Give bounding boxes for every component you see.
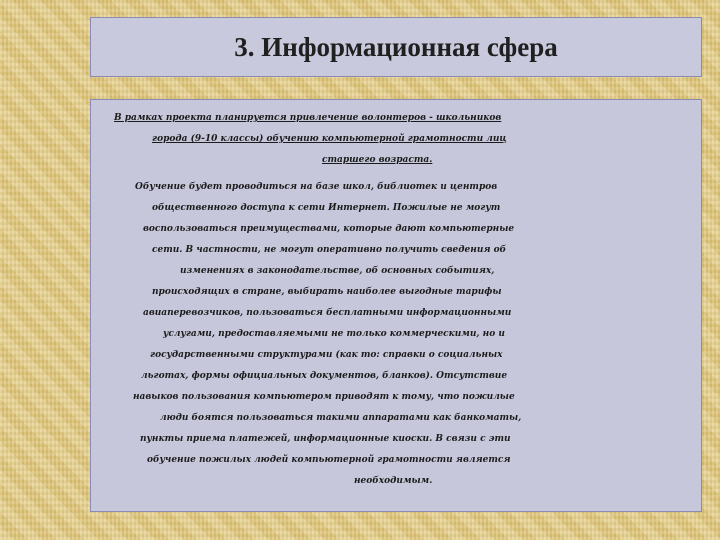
slide-title: 3. Информационная сфера bbox=[234, 31, 558, 62]
paragraph1-line: старшего возраста. bbox=[322, 155, 433, 165]
paragraph2-line: услугами, предоставляемыми не только коммерческими, но и bbox=[163, 329, 505, 339]
paragraph2-line: льготах, формы официальных документов, бланков). Отсутствие bbox=[141, 371, 508, 381]
paragraph2-line: Обучение будет проводиться на базе школ, библиотек и центров bbox=[135, 182, 498, 192]
paragraph1-line: города (9-10 классы) обучению компьютерной грамотности лиц bbox=[152, 134, 507, 144]
paragraph1-line: В рамках проекта планируется привлечение волонтеров - школьников bbox=[114, 113, 502, 123]
paragraph2-line: пункты приема платежей, информационные киоски. В связи с эти bbox=[140, 434, 511, 444]
paragraph2-line: обучение пожилых людей компьютерной грамотности является bbox=[147, 455, 511, 465]
paragraph2-line: сети. В частности, не могут оперативно получить сведения об bbox=[152, 245, 507, 255]
paragraph2-line: авиаперевозчиков, пользоваться бесплатными информационными bbox=[143, 308, 512, 318]
paragraph2-line: изменениях в законодательстве, об основных событиях, bbox=[180, 266, 495, 276]
paragraph2-line: навыков пользования компьютером приводят к тому, что пожилые bbox=[133, 392, 515, 402]
paragraph2-line: общественного доступа к сети Интернет. Пожилые не могут bbox=[152, 203, 501, 213]
paragraph2-line: происходящих в стране, выбирать наиболее выгодные тарифы bbox=[152, 287, 502, 297]
title-box bbox=[90, 17, 702, 77]
paragraph2-line: государственными структурами (как то: справки о социальных bbox=[150, 350, 503, 360]
paragraph2-line: воспользоваться преимуществами, которые дают компьютерные bbox=[143, 224, 515, 234]
paragraph2-line: люди боятся пользоваться такими аппаратами как банкоматы, bbox=[160, 413, 522, 423]
paragraph2-line: необходимым. bbox=[354, 476, 433, 486]
